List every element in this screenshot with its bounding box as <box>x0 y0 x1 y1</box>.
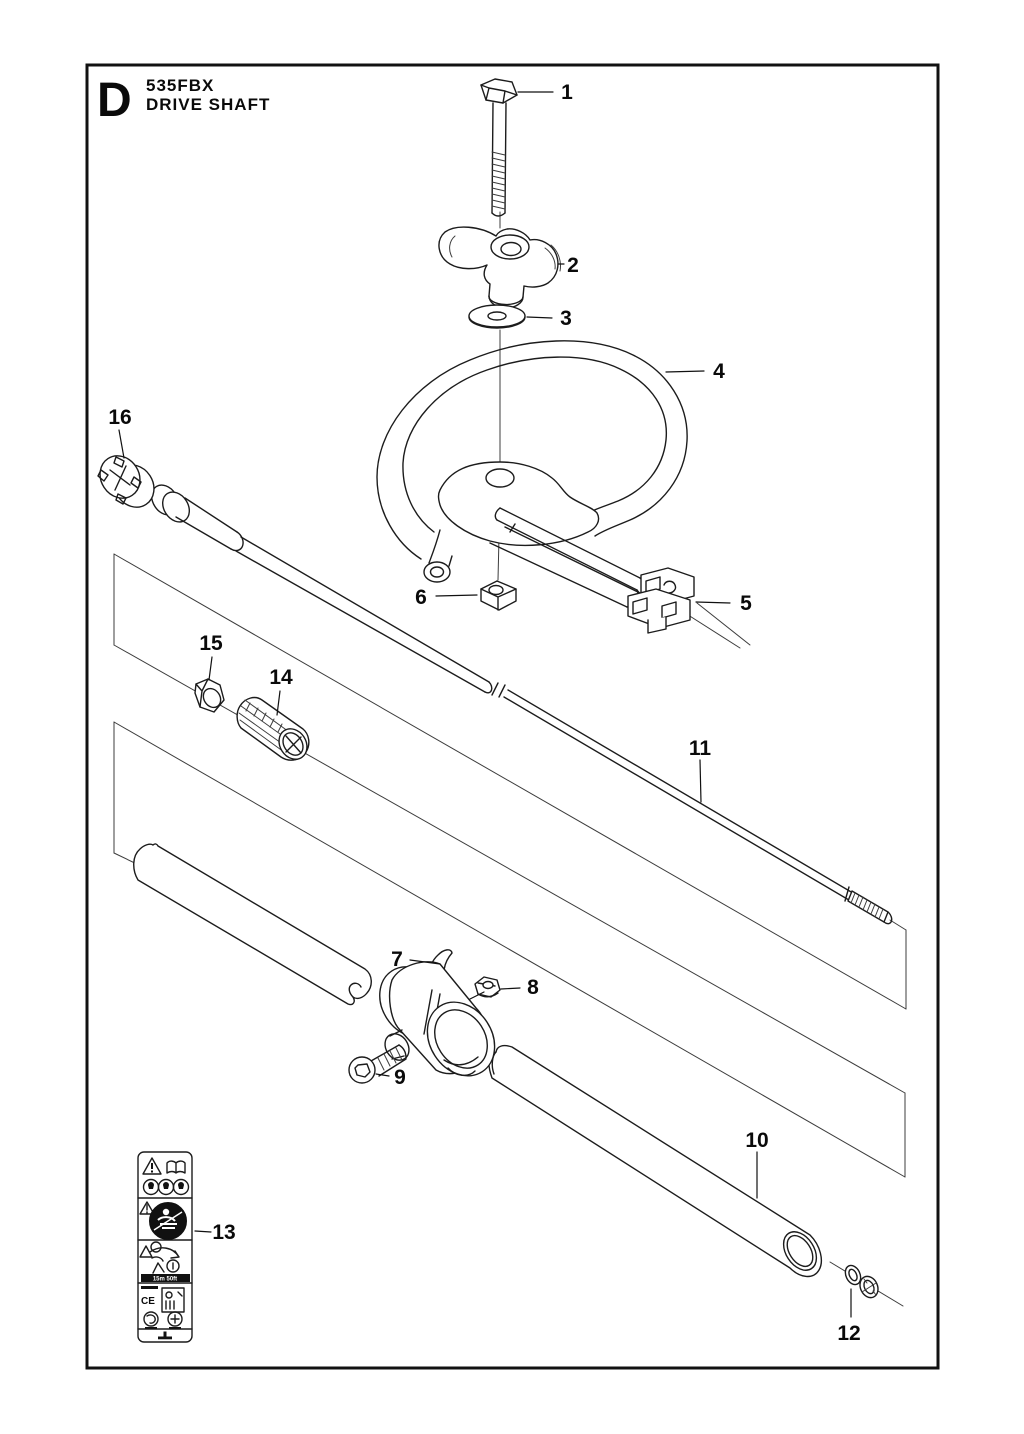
callout-5: 5 <box>740 592 752 615</box>
part-10-shaft-tube <box>489 1046 823 1277</box>
upper-housing-tube <box>134 844 372 1005</box>
callout-7: 7 <box>391 948 403 971</box>
callout-3: 3 <box>560 307 572 330</box>
callout-15: 15 <box>199 632 223 655</box>
part-4-loop-handle <box>377 341 687 607</box>
callout-10: 10 <box>745 1129 769 1152</box>
callout-1: 1 <box>561 81 573 104</box>
callout-14: 14 <box>269 666 293 689</box>
part-14-bearing-sleeve <box>237 698 313 765</box>
callout-6: 6 <box>415 586 427 609</box>
part-3-washer <box>469 305 525 328</box>
part-5-cable-clamp <box>628 568 694 633</box>
callout-11: 11 <box>688 737 712 760</box>
callout-4: 4 <box>713 360 725 383</box>
part-2-wing-knob <box>439 227 561 308</box>
part-13-warning-decal <box>138 1152 192 1342</box>
part-16-coupling <box>92 448 162 515</box>
part-1-hex-bolt <box>481 79 517 216</box>
model-number: 535FBX <box>146 76 215 95</box>
callout-12: 12 <box>837 1322 861 1345</box>
part-15-bushing <box>195 679 224 712</box>
alignment-lines <box>114 212 906 1306</box>
page-title: DRIVE SHAFT <box>146 95 271 114</box>
callout-9: 9 <box>394 1066 406 1089</box>
section-letter: D <box>97 74 132 127</box>
callout-2: 2 <box>567 254 579 277</box>
part-7-clamp-housing <box>367 950 509 1089</box>
title-block <box>97 74 270 127</box>
decal-ce-mark: CE <box>141 1296 155 1307</box>
decal-distance-text: 15m 50ft <box>152 1276 178 1283</box>
part-6-square-nut <box>481 581 516 610</box>
part-12-washers <box>842 1263 881 1301</box>
callout-13: 13 <box>212 1221 236 1244</box>
callout-8: 8 <box>527 976 539 999</box>
callout-16: 16 <box>108 406 132 429</box>
